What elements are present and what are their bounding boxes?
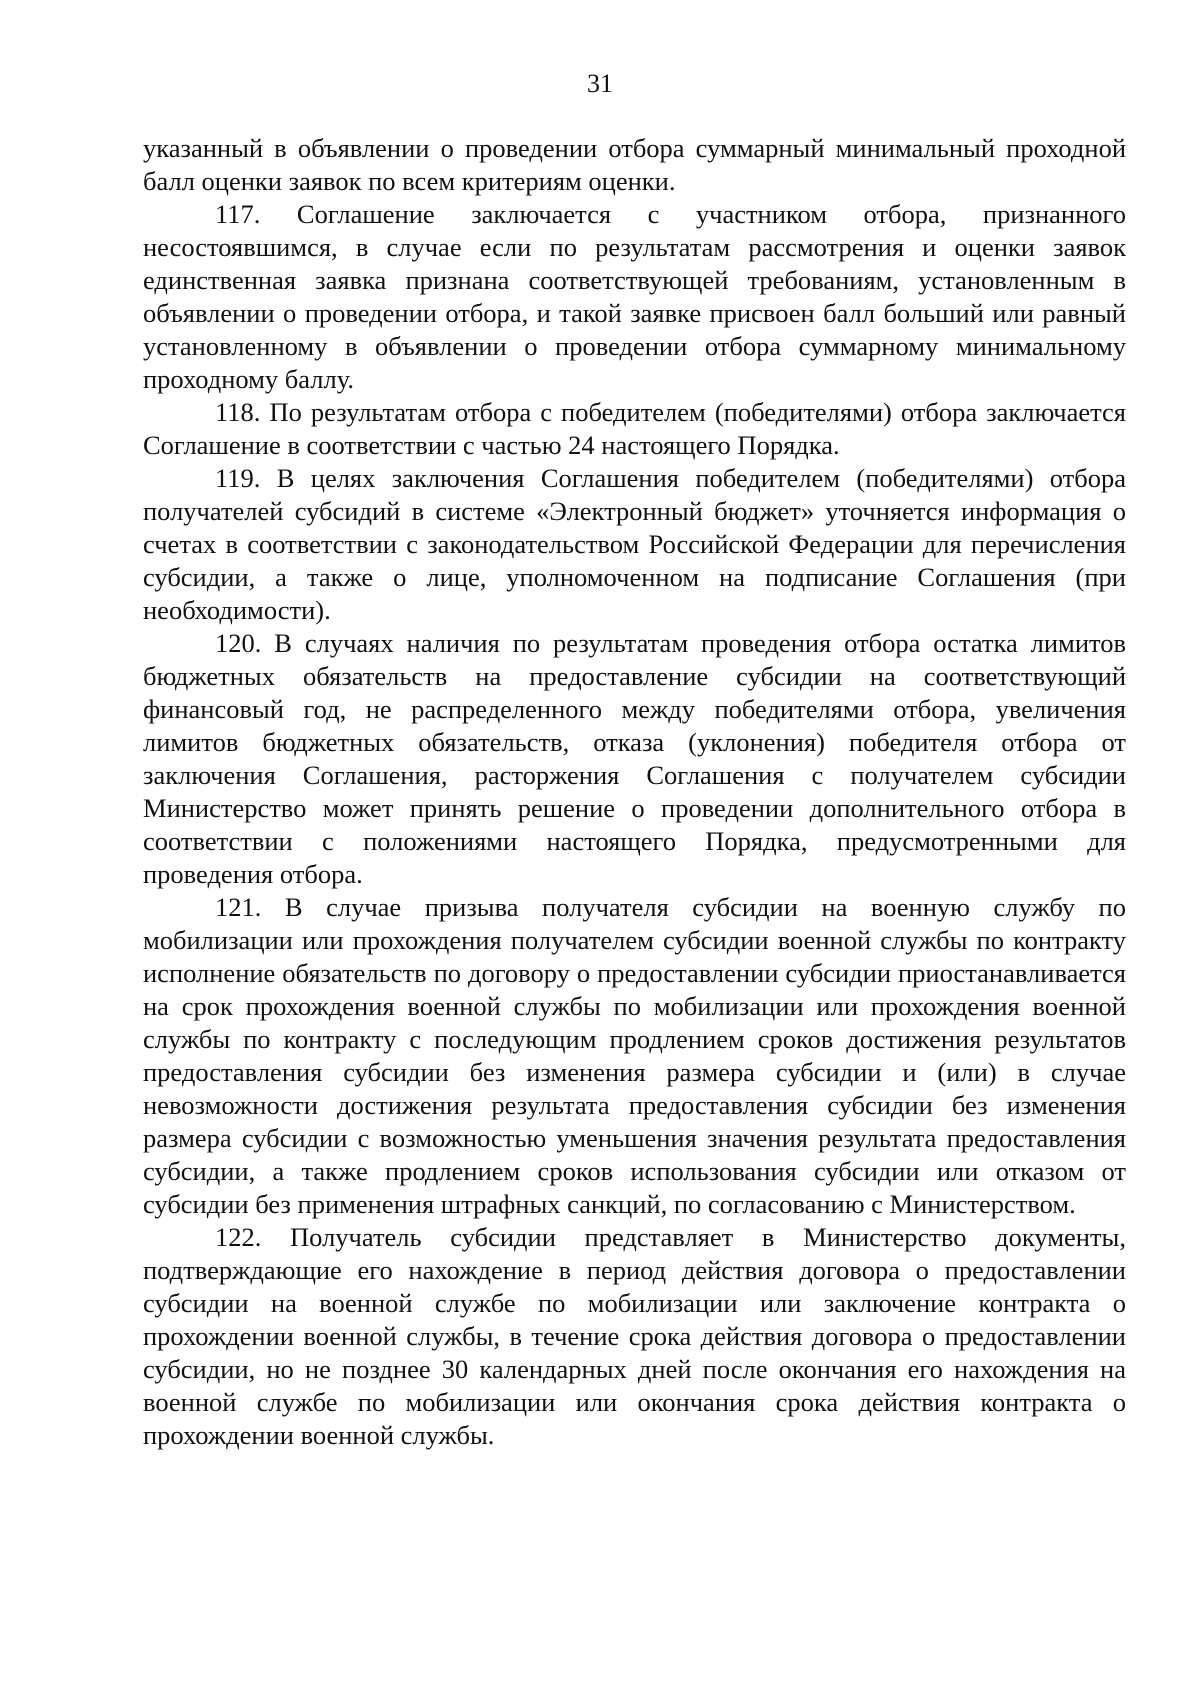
paragraph-continuation: указанный в объявлении о проведении отбора суммарный минимальный проходной балл оценки заявок по всем критериям оценки.	[143, 133, 1126, 196]
document-body	[143, 132, 1126, 1452]
paragraph-118: 118. По результатам отбора с победителем (победителями) отбора заключается Соглашение в соответствии с частью 24 настоящего Порядка.	[143, 397, 1126, 460]
paragraph-119: 119. В целях заключения Соглашения победителем (победителями) отбора получателей субсидий в системе «Электронный бюджет» уточняется информация о счетах в соответствии с законодательством Российской Федерации для перечисления субсидии, а также о лице, уполномоченном на подписание Соглашения (при необходимости).	[143, 463, 1126, 625]
page-number: 31	[587, 69, 613, 98]
paragraph-122: 122. Получатель субсидии представляет в Министерство документы, подтверждающие его нахождение в период действия договора о предоставлении субсидии на военной службе по мобилизации или заключение контракта о прохождении военной службы, в течение срока действия договора о предоставлении субсидии, но не позднее 30 календарных дней после окончания его нахождения на военной службе по мобилизации или окончания срока действия контракта о прохождении военной службы.	[143, 1222, 1126, 1450]
paragraph-121: 121. В случае призыва получателя субсидии на военную службу по мобилизации или прохождения получателем субсидии военной службы по контракту исполнение обязательств по договору о предоставлении субсидии приостанавливается на срок прохождения военной службы по мобилизации или прохождения военной службы по контракту с последующим продлением сроков достижения результатов предоставления субсидии без изменения размера субсидии и (или) в случае невозможности достижения результата предоставления субсидии без изменения размера субсидии с возможностью уменьшения значения результата предоставления субсидии, а также продлением сроков использования субсидии или отказом от субсидии без применения штрафных санкций, по согласованию с Министерством.	[143, 892, 1126, 1219]
paragraph-120: 120. В случаях наличия по результатам проведения отбора остатка лимитов бюджетных обязательств на предоставление субсидии на соответствующий финансовый год, не распределенного между победителями отбора, увеличения лимитов бюджетных обязательств, отказа (уклонения) победителя отбора от заключения Соглашения, расторжения Соглашения с получателем субсидии Министерство может принять решение о проведении дополнительного отбора в соответствии с положениями настоящего Порядка, предусмотренными для проведения отбора.	[143, 628, 1126, 889]
paragraph-117: 117. Соглашение заключается с участником отбора, признанного несостоявшимся, в случае если по результатам рассмотрения и оценки заявок единственная заявка признана соответствующей требованиям, установленным в объявлении о проведении отбора, и такой заявке присвоен балл больший или равный установленному в объявлении о проведении отбора суммарному минимальному проходному баллу.	[143, 199, 1126, 394]
